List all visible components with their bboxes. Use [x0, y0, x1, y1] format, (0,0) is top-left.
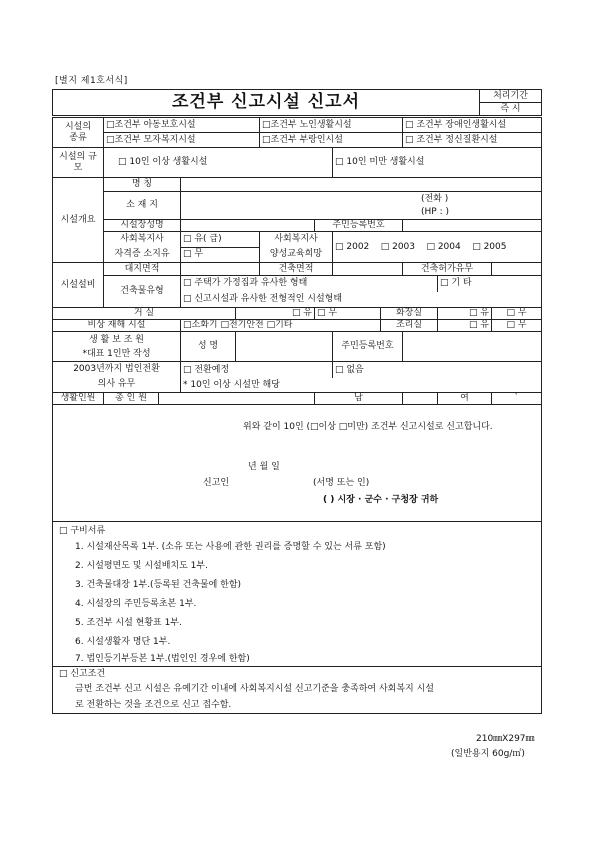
corp-note: * 10인 이상 시설만 해당	[181, 378, 542, 392]
sw-license-yes[interactable]: □ 유( 급)	[181, 232, 260, 248]
kitchen-yes[interactable]: □ 유	[438, 320, 492, 332]
building-permit-label: 건축허가유무	[403, 263, 492, 276]
address-field[interactable]	[181, 192, 542, 220]
building-area-label: 건축면적	[260, 263, 333, 276]
living-room-label: 거 실	[53, 308, 236, 320]
signature-field[interactable]: (서명 또는 인)	[313, 478, 370, 488]
equipment-label: 시설설비	[53, 263, 104, 308]
building-permit-field[interactable]	[492, 263, 542, 276]
document-item: 4. 시설장의 주민등록초본 1부.	[75, 599, 197, 609]
facility-scale-label: 시설의 규 모	[53, 148, 104, 178]
support-rrn-field[interactable]	[403, 332, 542, 362]
overview-label: 시설개요	[53, 178, 104, 263]
founder-rrn-label: 주민등록번호	[315, 220, 403, 232]
document-item: 1. 시설재산목록 1부. (소유 또는 사용에 관한 권리를 증명할 수 있는 서류 포함)	[75, 542, 386, 552]
building-type-other[interactable]: □ 기 타	[438, 276, 542, 292]
land-area-field[interactable]	[181, 263, 260, 276]
facility-name-label: 명 칭	[104, 178, 181, 192]
document-item: 3. 건축물대장 1부.(등록된 건축물에 한함)	[75, 580, 242, 590]
kitchen-label: 조리실	[381, 320, 438, 332]
document-item: 7. 법인등기부등본 1부.(법인인 경우에 한함)	[75, 654, 250, 664]
living-room-yes[interactable]: □ 유	[236, 308, 315, 320]
conditions-text-2: 로 전환하는 것을 조건으로 신고 접수함.	[75, 700, 232, 710]
corp-option-none[interactable]: □ 없음	[333, 362, 542, 379]
document-item: 6. 시설생활자 명단 1부.	[75, 637, 171, 647]
facility-type-option-vagrant[interactable]: □조건부 부랑인시설	[260, 133, 403, 148]
building-type-label: 건축물유형	[104, 276, 181, 308]
support-staff-label: 생 활 보 조 원 *대표 1인만 작성	[53, 332, 181, 362]
founder-name-label: 시설장성명	[104, 220, 181, 232]
building-type-house[interactable]: □ 주택가 가정집과 유사한 형태	[181, 276, 438, 292]
documents-header: □ 구비서류	[59, 526, 106, 536]
paper-size: 210㎜X297㎜	[476, 734, 535, 744]
addressee: ( ) 시장 · 군수 · 구청장 귀하	[323, 495, 439, 505]
facility-type-option-mother-child[interactable]: □조건부 모자복지시설	[104, 133, 260, 148]
land-area-label: 대지면적	[104, 263, 181, 276]
male-count-field[interactable]	[403, 393, 438, 405]
support-rrn-label: 주민등록번호	[333, 332, 403, 362]
female-count-field[interactable]: `	[492, 393, 542, 405]
applicant-label: 신고인	[203, 478, 230, 488]
paper-weight: (일반용지 60g/㎡)	[451, 749, 525, 759]
toilet-no[interactable]: □ 무	[492, 308, 542, 320]
conditions-box	[53, 667, 542, 714]
female-count-label: 여	[438, 393, 492, 405]
building-type-typical[interactable]: □ 신고시설과 유사한 전형적인 시설형태	[181, 292, 542, 308]
total-count-field[interactable]	[159, 393, 315, 405]
document-item: 5. 조건부 시설 현황표 1부.	[75, 618, 182, 628]
corp-conversion-label: 2003년까지 법인전환 의사 유무	[53, 362, 181, 393]
training-year-2005[interactable]: □ 2005	[472, 241, 507, 252]
main-form	[52, 117, 542, 714]
living-room-no[interactable]: □ 무	[315, 308, 381, 320]
toilet-label: 화장실	[381, 308, 438, 320]
declaration-date[interactable]: 년 월 일	[248, 462, 280, 472]
scale-option-over-10[interactable]: □ 10인 이상 생활시설	[104, 148, 333, 178]
document-item: 2. 시설평면도 및 시설배치도 1부.	[75, 561, 208, 571]
corp-option-planned[interactable]: □ 전환예정	[181, 362, 333, 379]
training-years	[333, 232, 542, 263]
phone-field[interactable]: (전화 )	[421, 193, 449, 204]
facility-type-option-mental[interactable]: □ 조건부 정신질환시설	[403, 133, 542, 148]
facility-type-label: 시설의 종류	[53, 118, 104, 148]
declaration-statement: 위와 같이 10인 (□이상 □미만) 조건부 신고시설로 신고합니다.	[243, 422, 493, 432]
emergency-label: 비상 재해 시설	[53, 320, 181, 332]
facility-type-option-child[interactable]: □조건부 아동보호시설	[104, 118, 260, 133]
support-name-label: 성 명	[181, 332, 236, 362]
training-wish-label: 사회복지사 양성교육희망	[260, 232, 333, 263]
title-block	[52, 89, 542, 116]
declaration-box	[53, 405, 542, 522]
facility-type-option-elderly[interactable]: □조건부 노인생활시설	[260, 118, 403, 133]
processing-value: 즉 시	[480, 103, 542, 116]
founder-rrn-field[interactable]	[403, 220, 542, 232]
residents-label: 생활인원	[53, 393, 104, 405]
page-title: 조건부 신고시설 신고서	[53, 90, 480, 116]
form-tag: [별지 제1호서식]	[55, 76, 128, 86]
scale-option-under-10[interactable]: □ 10인 미만 생활시설	[333, 148, 542, 178]
sw-license-no[interactable]: □ 무	[181, 247, 260, 263]
kitchen-no[interactable]: □ 무	[492, 320, 542, 332]
emergency-options[interactable]: □소화기 □전기안전 □기타	[181, 320, 381, 332]
required-documents	[53, 522, 542, 667]
founder-name-field[interactable]	[181, 220, 315, 232]
conditions-text-1: 금번 조건부 신고 시설은 유예기간 이내에 사회복지시설 신고기준을 충족하여 사회복지 시설	[75, 684, 434, 694]
training-year-2002[interactable]: □ 2002	[335, 241, 370, 252]
conditions-header: □ 신고조건	[59, 669, 106, 679]
address-label: 소 재 지	[104, 192, 181, 220]
male-count-label: 남	[315, 393, 403, 405]
sw-license-label: 사회복지사 자격증 소지유	[104, 232, 181, 263]
support-name-field[interactable]	[236, 332, 333, 362]
facility-type-option-disabled[interactable]: □ 조건부 장애인생활시설	[403, 118, 542, 133]
training-year-2004[interactable]: □ 2004	[426, 241, 461, 252]
processing-label: 처리기간	[480, 90, 542, 103]
hp-field[interactable]: (HP : )	[421, 206, 449, 217]
total-count-label: 총 인 원	[104, 393, 159, 405]
toilet-yes[interactable]: □ 유	[438, 308, 492, 320]
building-area-field[interactable]	[333, 263, 403, 276]
facility-name-field[interactable]	[181, 178, 542, 192]
training-year-2003[interactable]: □ 2003	[380, 241, 416, 252]
